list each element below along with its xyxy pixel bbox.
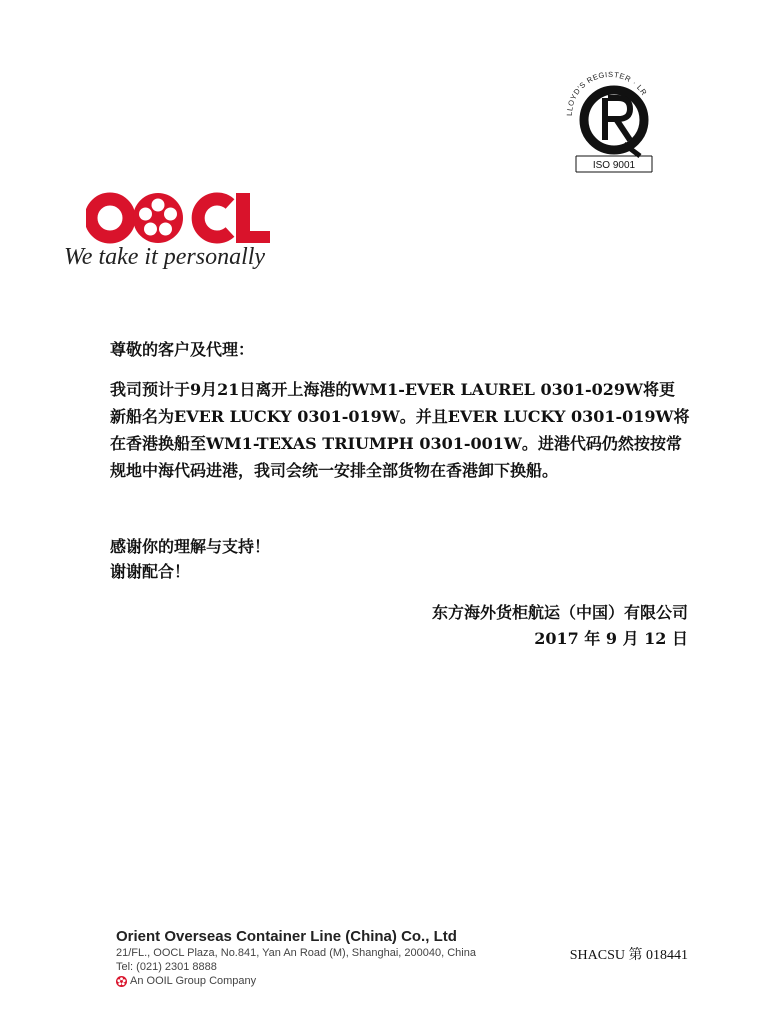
thanks-line-1: 感谢你的理解与支持！: [110, 537, 271, 556]
body-line: 在香港换船至WM1-TEXAS TRIUMPH 0301-001W。进港代码仍然按按常: [110, 434, 682, 453]
seal-arc-text: LLOYD'S REGISTER · LR: [564, 69, 649, 117]
reference-number: SHACSU 第 018441: [569, 948, 688, 963]
signature-block: [432, 600, 688, 652]
thanks-block: [110, 534, 270, 584]
signer-name: 东方海外货柜航运（中国）有限公司: [431, 603, 688, 622]
letter-date: 2017 年 9 月 12 日: [534, 629, 688, 648]
oocl-logo: [86, 190, 306, 250]
iso-certification-seal: [558, 58, 658, 176]
letterhead-footer: [116, 928, 476, 987]
footer-group: An OOIL Group Company: [130, 975, 257, 987]
body-line: 规地中海代码进港，我司会统一安排全部货物在香港卸下换船。: [110, 461, 559, 480]
footer-address: 21/FL., OOCL Plaza, No.841, Yan An Road (M), Shanghai, 200040, China: [116, 947, 476, 959]
body-line: 我司预计于9月21日离开上海港的WM1-EVER LAUREL 0301-029W将更: [110, 380, 675, 399]
footer-company: Orient Overseas Container Line (China) Co., Ltd: [116, 928, 457, 945]
logo-slogan: We take it personally: [64, 244, 266, 270]
footer-tel: Tel: (021) 2301 8888: [116, 961, 217, 973]
seal-iso-label: ISO 9001: [592, 160, 636, 171]
body-line: 新船名为EVER LUCKY 0301-019W。并且EVER LUCKY 0301-019W将: [110, 407, 690, 426]
thanks-line-2: 谢谢配合！: [110, 562, 191, 581]
flower-icon: [116, 976, 127, 987]
salutation: 尊敬的客户及代理：: [110, 340, 255, 359]
notice-paragraph: [110, 376, 700, 484]
